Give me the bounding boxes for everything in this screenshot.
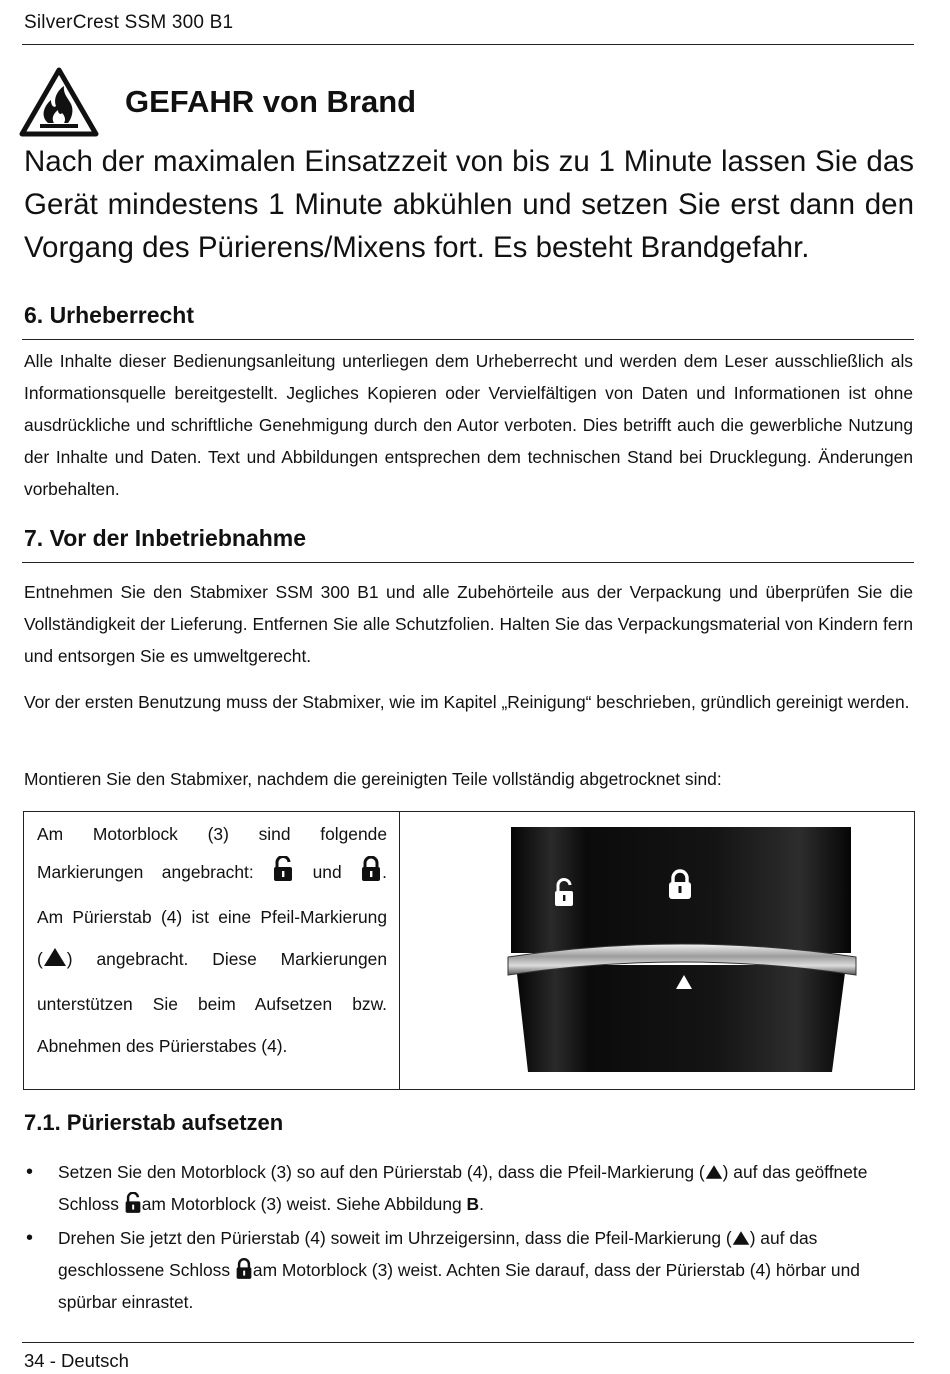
bullet-dot: •	[26, 1161, 34, 1183]
arrow-marker-icon	[705, 1164, 723, 1180]
table-line-4-open: (	[37, 949, 43, 969]
table-line-1: Am Motorblock (3) sind folgende	[37, 824, 387, 844]
section-7-paragraph-1: Entnehmen Sie den Stabmixer SSM 300 B1 und alle Zubehörteile aus der Verpackung und überprüfen Sie die Vollständigkeit der Lieferung. Entfernen Sie alle Schutzfolien. Halten Sie das Verpackungsmaterial von Kindern fern und entsorgen Sie es umweltgerecht.	[24, 582, 913, 666]
bullet-2-text: Drehen Sie jetzt den Pürierstab (4) soweit im Uhrzeigersinn, dass die Pfeil-Markierung (	[58, 1228, 732, 1248]
table-line-2-end: .	[382, 862, 387, 882]
bullet-1-end: .	[479, 1194, 484, 1214]
list-item	[24, 1156, 914, 1220]
fire-warning-icon	[18, 66, 100, 138]
markings-table	[23, 811, 915, 1090]
table-line-3: Am Pürierstab (4) ist eine Pfeil-Markierung	[37, 907, 387, 927]
bullet-dot: •	[26, 1227, 34, 1249]
closed-lock-icon	[235, 1258, 253, 1280]
figure-reference: B	[466, 1194, 480, 1214]
markings-description	[37, 817, 387, 1074]
page-number: 34 - Deutsch	[24, 1350, 129, 1371]
list-item	[24, 1222, 914, 1318]
section-6-paragraph: Alle Inhalte dieser Bedienungsanleitung unterliegen dem Urheberrecht und werden dem Leser ausschließlich als Informationsquelle bereitgestellt. Jegliches Kopieren oder Vervielfältigen von Daten und Informationen ist ohne ausdrückliche und schriftliche Genehmigung durch den Autor verboten. Dies betrifft auch die gewerbliche Nutzung der Inhalte und Daten. Text und Abbildungen entsprechen dem technischen Stand bei Drucklegung. Änderungen vorbehalten.	[24, 351, 913, 499]
open-lock-icon	[272, 856, 294, 882]
section-7-heading: 7. Vor der Inbetriebnahme	[24, 525, 307, 551]
bullet-1-text-3: am Motorblock (3) weist. Siehe Abbildung	[141, 1194, 462, 1214]
section-7-rule	[22, 562, 914, 563]
instructions-list	[24, 1156, 914, 1320]
table-line-2-text: Markierungen angebracht:	[37, 862, 254, 882]
section-7-paragraph-3: Montieren Sie den Stabmixer, nachdem die gereinigten Teile vollständig abgetrocknet sind:	[24, 769, 722, 789]
section-6-heading: 6. Urheberrecht	[24, 302, 195, 328]
warning-title: GEFAHR von Brand	[125, 84, 417, 119]
document-header: SilverCrest SSM 300 B1	[24, 12, 234, 33]
table-line-4	[37, 942, 387, 987]
table-line-2-and: und	[312, 862, 342, 882]
bullet-1-text-2: ) auf das geöffnete Schloss	[58, 1162, 868, 1214]
section-6-rule	[22, 339, 914, 340]
warning-text: Nach der maximalen Einsatzzeit von bis zu 1 Minute lassen Sie das Gerät mindestens 1 Minute abkühlen und setzen Sie erst dann den Vorgang des Pürierens/Mixens fort. Es besteht Brandgefahr.	[24, 145, 914, 264]
table-line-5: unterstützen Sie beim Aufsetzen bzw.	[37, 994, 387, 1014]
bullet-2-text-3: am Motorblock (3) weist. Achten Sie darauf, dass der Pürierstab (4) hörbar und spürbar einrastet.	[58, 1260, 860, 1312]
table-line-4-text: ) angebracht. Diese Markierungen	[66, 949, 387, 969]
section-7-paragraph-2: Vor der ersten Benutzung muss der Stabmixer, wie im Kapitel „Reinigung“ beschrieben, gründlich gereinigt werden.	[24, 692, 910, 712]
arrow-marker-icon	[732, 1230, 750, 1246]
motor-block-photo	[486, 825, 876, 1075]
closed-lock-icon	[360, 856, 382, 882]
table-line-2	[37, 855, 387, 900]
open-lock-icon	[124, 1192, 142, 1214]
footer-rule	[22, 1342, 914, 1343]
header-rule	[22, 44, 914, 45]
bullet-2-text-2: ) auf das geschlossene Schloss	[58, 1228, 818, 1280]
section-7-1-heading: 7.1. Pürierstab aufsetzen	[24, 1110, 284, 1135]
arrow-marker-icon	[43, 947, 67, 967]
table-divider	[399, 812, 400, 1089]
bullet-1-text: Setzen Sie den Motorblock (3) so auf den Pürierstab (4), dass die Pfeil-Markierung (	[58, 1162, 705, 1182]
table-line-6: Abnehmen des Pürierstabes (4).	[37, 1036, 288, 1056]
